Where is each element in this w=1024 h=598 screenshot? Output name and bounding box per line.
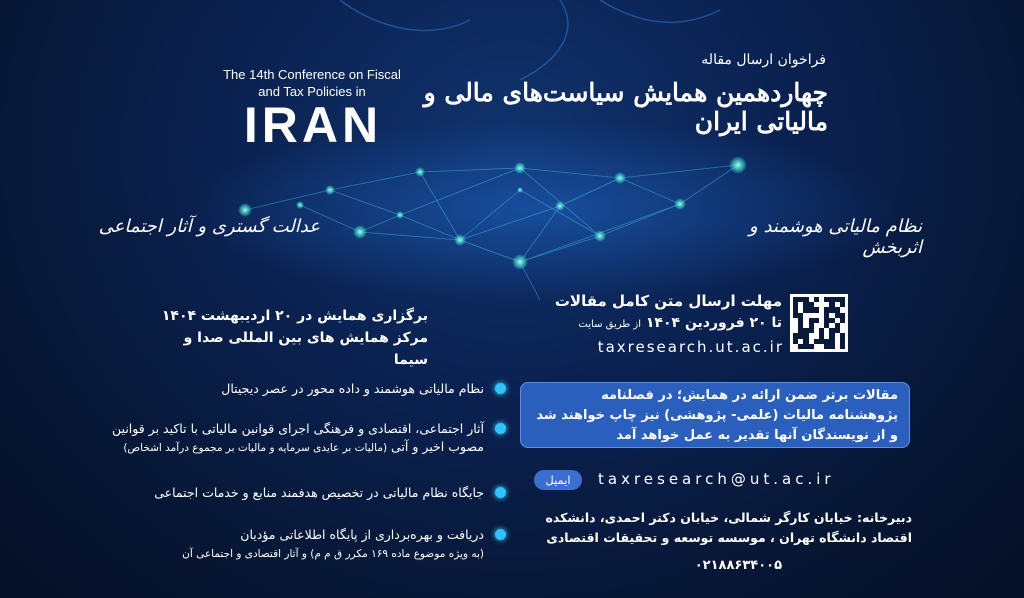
topic-text: آثار اجتماعی، اقتصادی و فرهنگی اجرای قوانین مالیاتی با تاکید بر قوانین مصوب اخیر و آتی <box>112 421 484 454</box>
bullet-icon <box>495 487 506 498</box>
persian-title: چهاردهمین همایش سیاست‌های مالی و مالیاتی ایران <box>423 78 828 136</box>
deadline-title: مهلت ارسال متن کامل مقالات <box>554 292 782 310</box>
topic-text: دریافت و بهره‌برداری از پایگاه اطلاعاتی مؤدیان <box>240 527 484 542</box>
list-item <box>86 420 506 457</box>
list-item <box>86 526 506 563</box>
list-item <box>86 380 506 398</box>
bullet-icon <box>495 423 506 434</box>
website-link[interactable]: taxresearch.ut.ac.ir <box>597 338 784 356</box>
venue-info <box>160 305 428 371</box>
list-item <box>86 484 506 502</box>
call-for-papers: فراخوان ارسال مقاله <box>701 52 826 68</box>
deadline-info <box>540 290 782 336</box>
address-text: دبیرخانه: خیابان کارگر شمالی، خیابان دکتر احمدی، دانشکده اقتصاد دانشگاه تهران ، موسسه توسعه و تحقیقات اقتصادی <box>545 510 912 545</box>
deadline-date-suffix: از طریق سایت <box>578 319 642 330</box>
notice-text: مقالات برتر ضمن ارائه در همایش؛ در فصلنامه پژوهشنامه مالیات (علمی- پژوهشی) نیز چاپ خواهند شد و از نویسندگان آنها تقدیر به عمل خواهد آمد <box>536 388 898 443</box>
country-wordmark: IRAN <box>243 97 383 153</box>
deadline-date <box>540 312 782 336</box>
venue-date: برگزاری همایش در ۲۰ اردیبهشت ۱۴۰۴ <box>161 308 428 324</box>
phone-number[interactable]: ۰۲۱۸۸۶۳۴۰۰۵ <box>694 558 782 573</box>
bullet-icon <box>495 529 506 540</box>
topic-note: (مالیات بر عایدی سرمایه و مالیات بر مجموع درآمد اشخاص) <box>123 442 388 454</box>
qr-code-icon[interactable] <box>790 294 848 352</box>
bullet-icon <box>495 383 506 394</box>
deadline-date-main: تا ۲۰ فروردین ۱۴۰۴ <box>645 315 782 331</box>
english-title: The 14th Conference on Fiscal and Tax Policies in <box>223 67 401 99</box>
axis-left-label: عدالت گستری و آثار اجتماعی <box>98 216 320 237</box>
axis-right-label: نظام مالیاتی هوشمند و اثربخش <box>749 216 922 258</box>
venue-place: مرکز همایش های بین المللی صدا و سیما <box>183 330 428 368</box>
topic-text: جایگاه نظام مالیاتی در تخصیص هدفمند منابع و خدمات اجتماعی <box>154 485 484 500</box>
email-label: ایمیل <box>534 470 582 490</box>
email-link[interactable]: taxresearch@ut.ac.ir <box>598 470 835 488</box>
topic-note: (به ویژه موضوع ماده ۱۶۹ مکرر ق م م) و آثار اقتصادی و اجتماعی آن <box>182 548 484 560</box>
topic-text: نظام مالیاتی هوشمند و داده محور در عصر دیجیتال <box>221 381 484 396</box>
